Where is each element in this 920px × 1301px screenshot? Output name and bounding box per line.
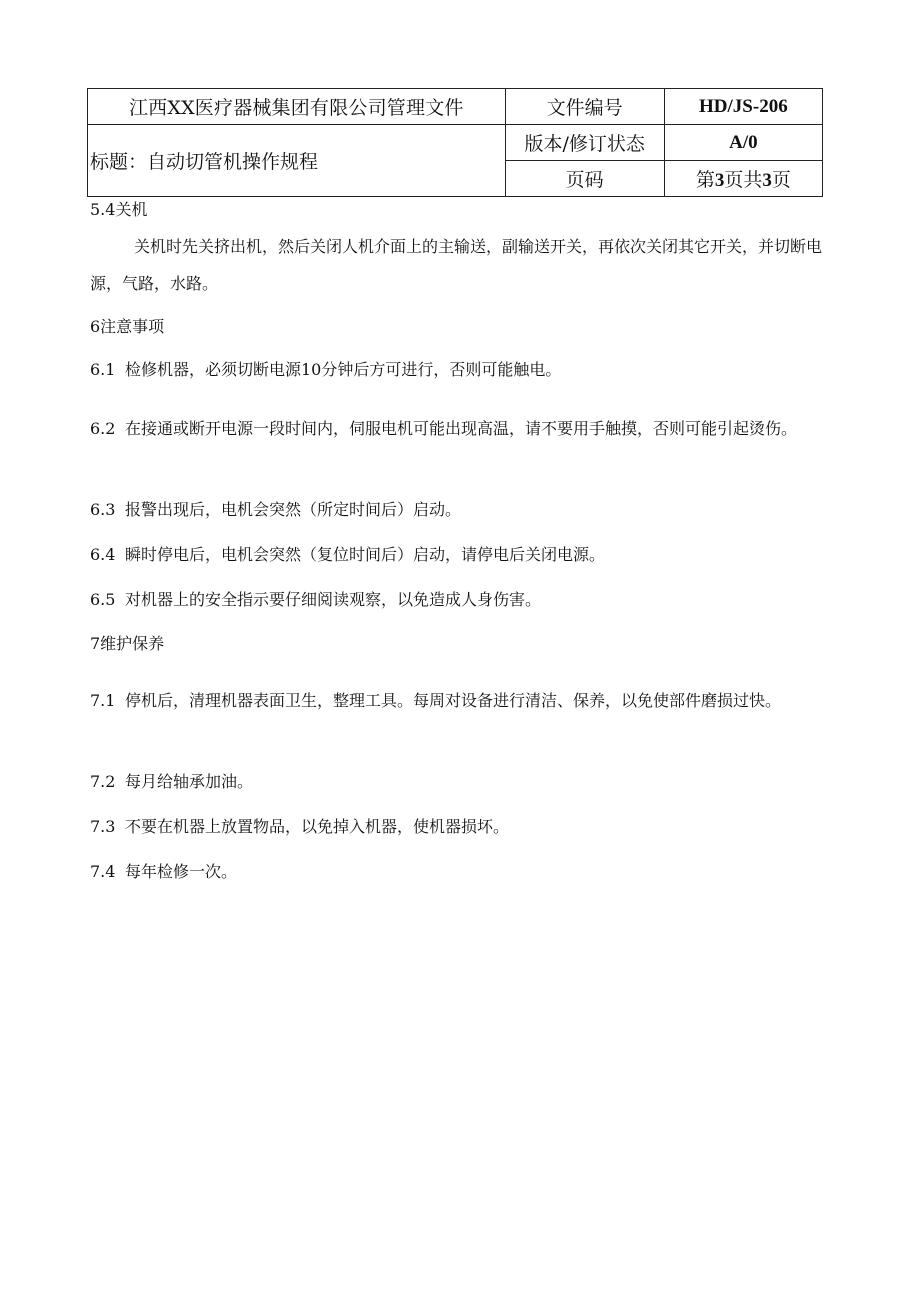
document-header-table xyxy=(87,88,823,197)
page-prefix: 第 xyxy=(695,169,715,191)
section-6-1 xyxy=(90,352,825,388)
section-7-3-number: 7.3 xyxy=(90,817,116,836)
section-6-5-text: 对机器上的安全指示要仔细阅读观察，以免造成人身伤害。 xyxy=(125,590,542,609)
page-mid: 页共 xyxy=(724,169,763,191)
company-name: 江西XX医疗器械集团有限公司管理文件 xyxy=(88,89,506,125)
section-6-3 xyxy=(90,492,825,528)
section-6-4-text: 瞬时停电后，电机会突然（复位时间后）启动，请停电后关闭电源。 xyxy=(125,545,606,564)
section-6-2-number: 6.2 xyxy=(90,419,116,438)
section-7-2-number: 7.2 xyxy=(90,772,116,791)
page-suffix: 页 xyxy=(771,169,791,191)
section-6-heading: 6注意事项 xyxy=(90,317,165,336)
section-7-4-number: 7.4 xyxy=(90,862,116,881)
section-7-3 xyxy=(90,809,825,845)
section-7-heading: 7维护保养 xyxy=(90,634,165,653)
section-6-5-number: 6.5 xyxy=(90,590,116,609)
section-5-4-heading: 5.4关机 xyxy=(90,200,148,219)
section-7-2 xyxy=(90,764,825,800)
section-6-3-number: 6.3 xyxy=(90,500,116,519)
section-6-5 xyxy=(90,582,825,618)
document-title: 标题：自动切管机操作规程 xyxy=(88,125,506,197)
section-6-2 xyxy=(90,410,826,448)
section-6-4 xyxy=(90,537,825,573)
section-7-1 xyxy=(90,682,826,720)
section-6-4-number: 6.4 xyxy=(90,545,116,564)
page-label: 页码 xyxy=(505,161,664,197)
section-7-1-number: 7.1 xyxy=(90,691,116,710)
section-6-2-text: 在接通或断开电源一段时间内，伺服电机可能出现高温，请不要用手触摸，否则可能引起烫伤。 xyxy=(125,419,798,438)
section-7-1-text: 停机后，清理机器表面卫生，整理工具。每周对设备进行清洁、保养，以免使部件磨损过快。 xyxy=(125,691,782,710)
section-7-4 xyxy=(90,854,825,890)
section-6-1-text: 检修机器，必须切断电源10分钟后方可进行，否则可能触电。 xyxy=(125,360,562,379)
section-5-4-text: 关机时先关挤出机，然后关闭人机介面上的主输送，副输送开关，再依次关闭其它开关，并切断电源，气路，水路。 xyxy=(90,237,823,293)
version-value: A/0 xyxy=(664,125,822,161)
doc-number-value: HD/JS-206 xyxy=(664,89,822,125)
doc-number-label: 文件编号 xyxy=(505,89,664,125)
version-label: 版本/修订状态 xyxy=(505,125,664,161)
section-7-2-text: 每月给轴承加油。 xyxy=(125,772,254,791)
page-total: 3 xyxy=(762,170,772,191)
section-7-3-text: 不要在机器上放置物品，以免掉入机器，使机器损坏。 xyxy=(125,817,510,836)
page-current: 3 xyxy=(714,170,725,191)
section-6-3-text: 报警出现后，电机会突然（所定时间后）启动。 xyxy=(125,500,462,519)
section-6-1-number: 6.1 xyxy=(90,360,116,379)
section-7-4-text: 每年检修一次。 xyxy=(125,862,238,881)
